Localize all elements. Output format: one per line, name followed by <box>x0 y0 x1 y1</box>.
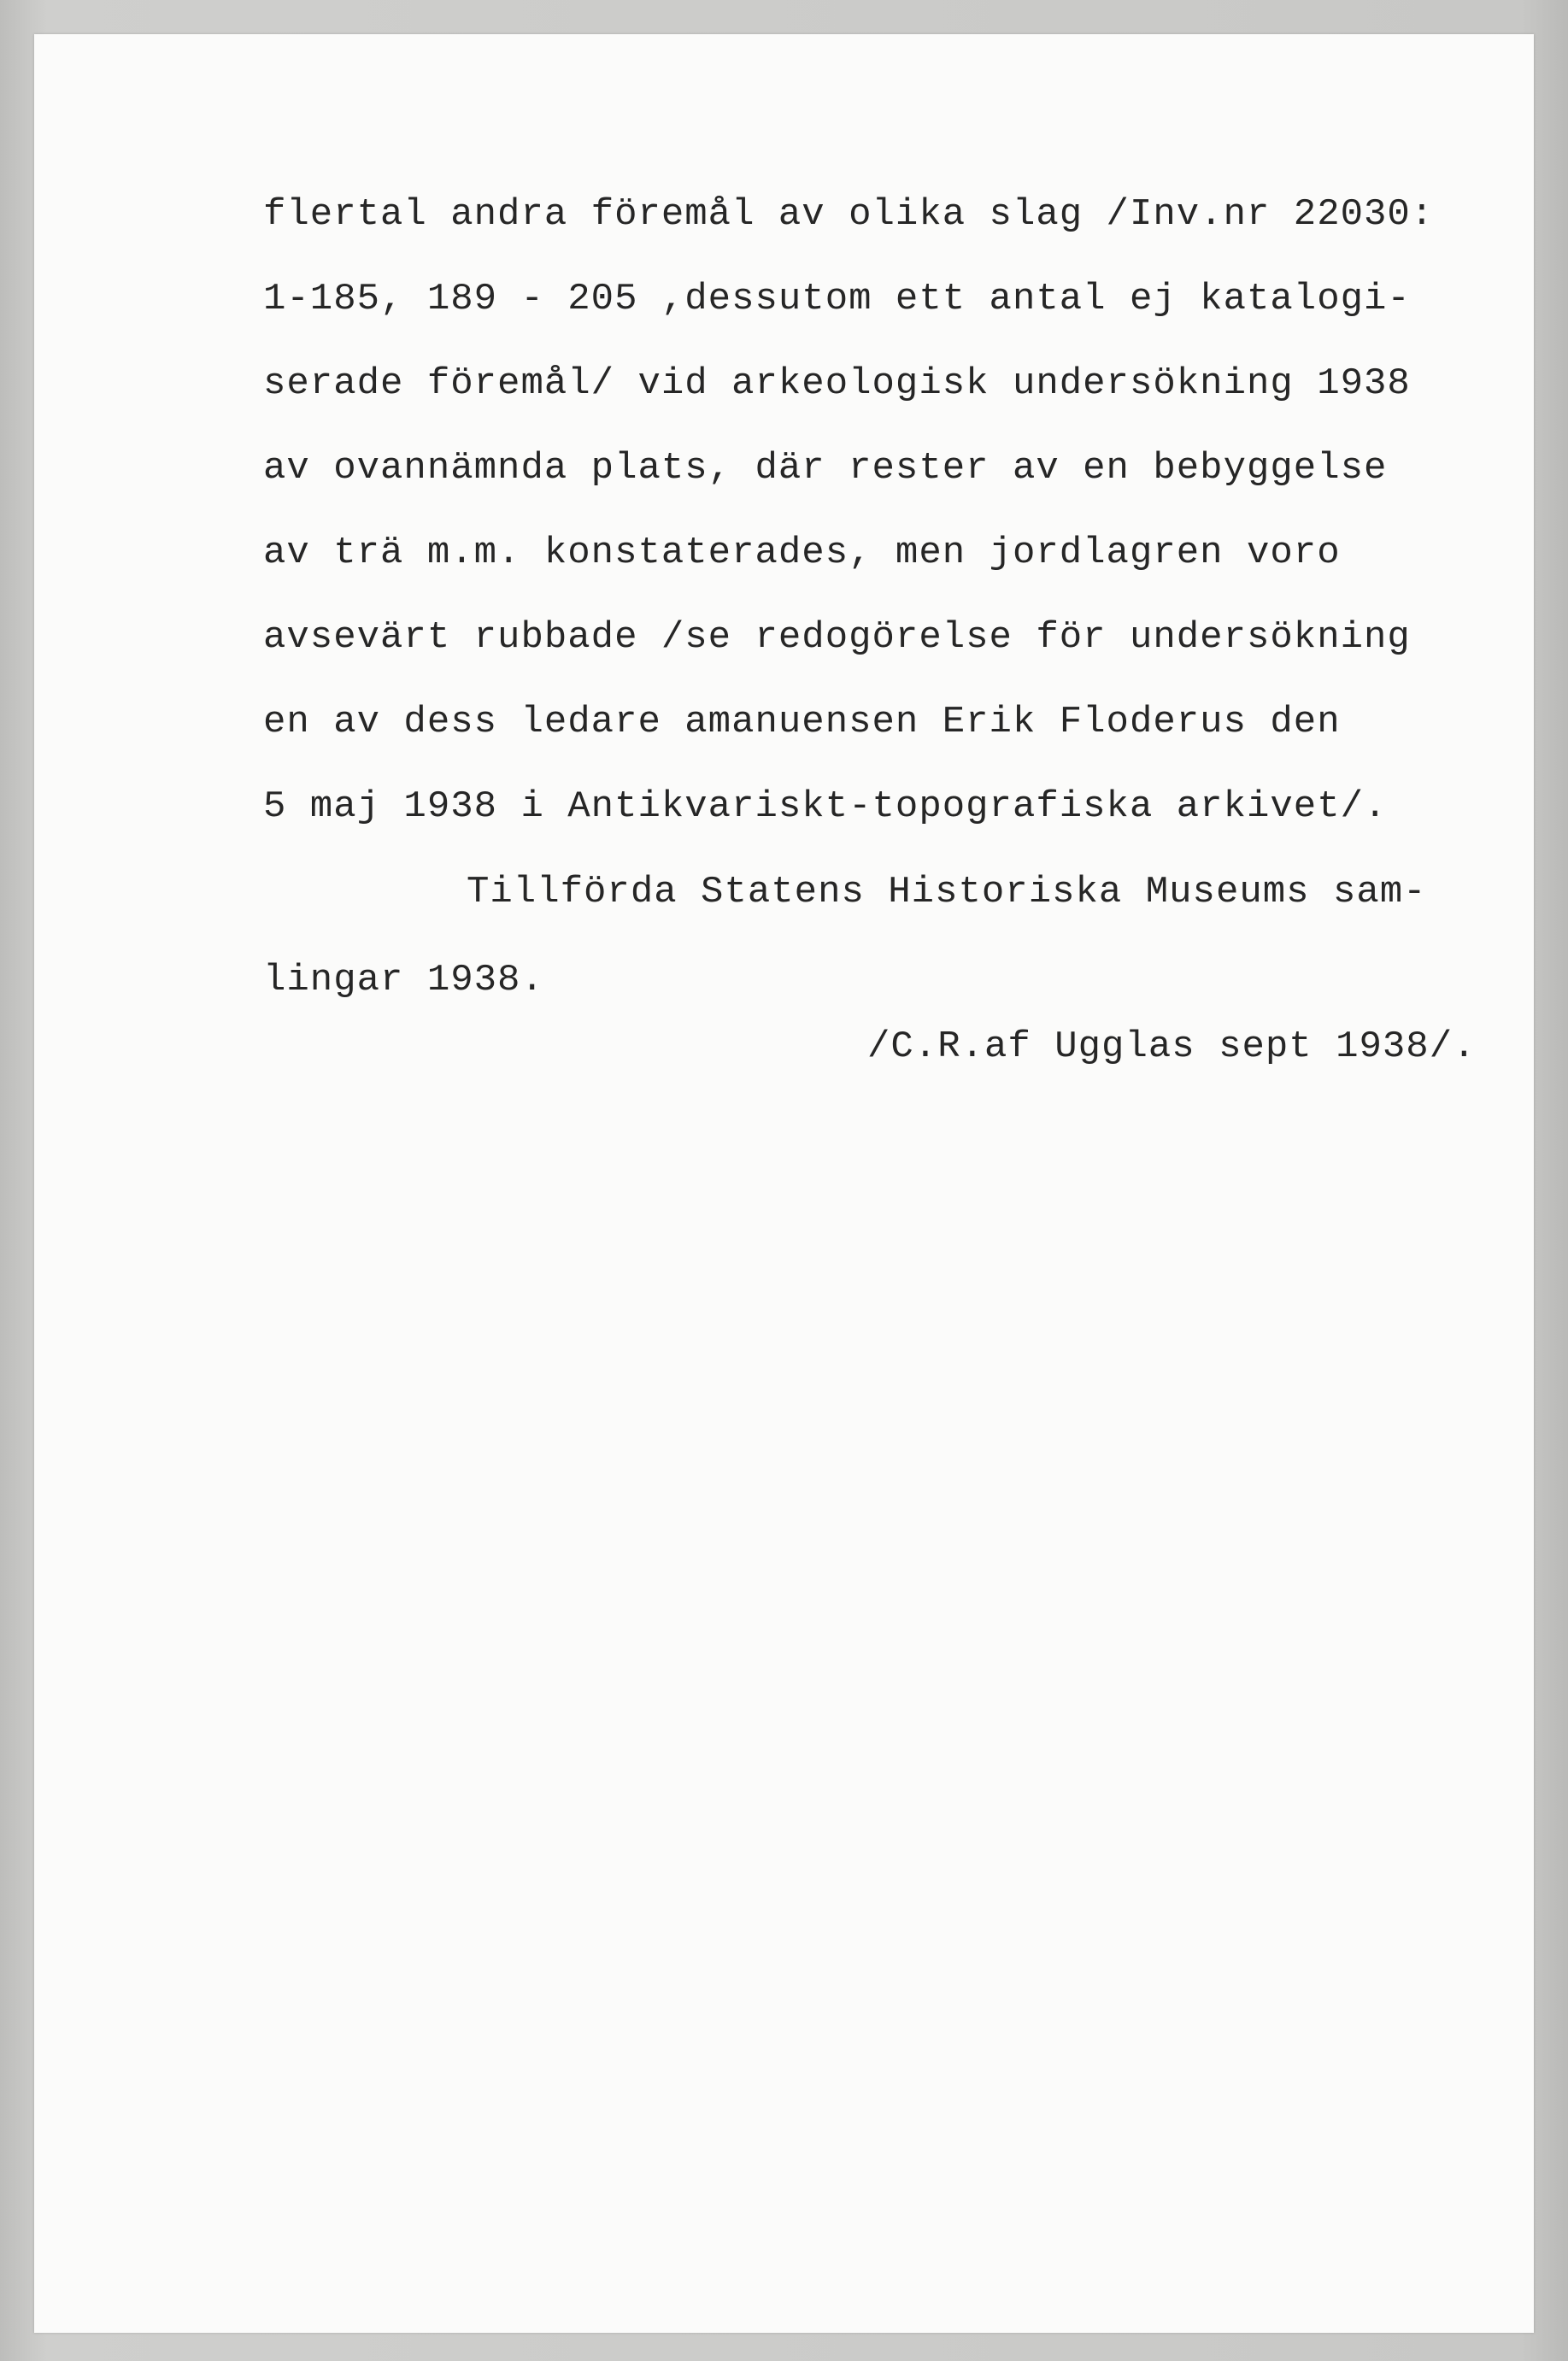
text-line-5: av trä m.m. konstaterades, men jordlagren voro <box>263 532 1341 574</box>
text-line-10: lingar 1938. <box>263 959 544 1001</box>
text-line-2: 1-185, 189 - 205 ,dessutom ett antal ej katalogi- <box>263 278 1411 320</box>
text-line-8: 5 maj 1938 i Antikvariskt-topografiska arkivet/. <box>263 785 1388 828</box>
document-page <box>34 34 1534 2333</box>
text-line-1: flertal andra föremål av olika slag /Inv.nr 22030: <box>263 193 1435 236</box>
text-line-6: avsevärt rubbade /se redogörelse för undersökning <box>263 616 1411 659</box>
text-line-3: serade föremål/ vid arkeologisk undersökning 1938 <box>263 362 1411 405</box>
text-line-7: en av dess ledare amanuensen Erik Floderus den <box>263 701 1341 743</box>
signature-line: /C.R.af Ugglas sept 1938/. <box>867 1025 1477 1068</box>
text-line-4: av ovannämnda plats, där rester av en bebyggelse <box>263 447 1388 490</box>
text-line-9: Tillförda Statens Historiska Museums sam- <box>467 871 1427 913</box>
